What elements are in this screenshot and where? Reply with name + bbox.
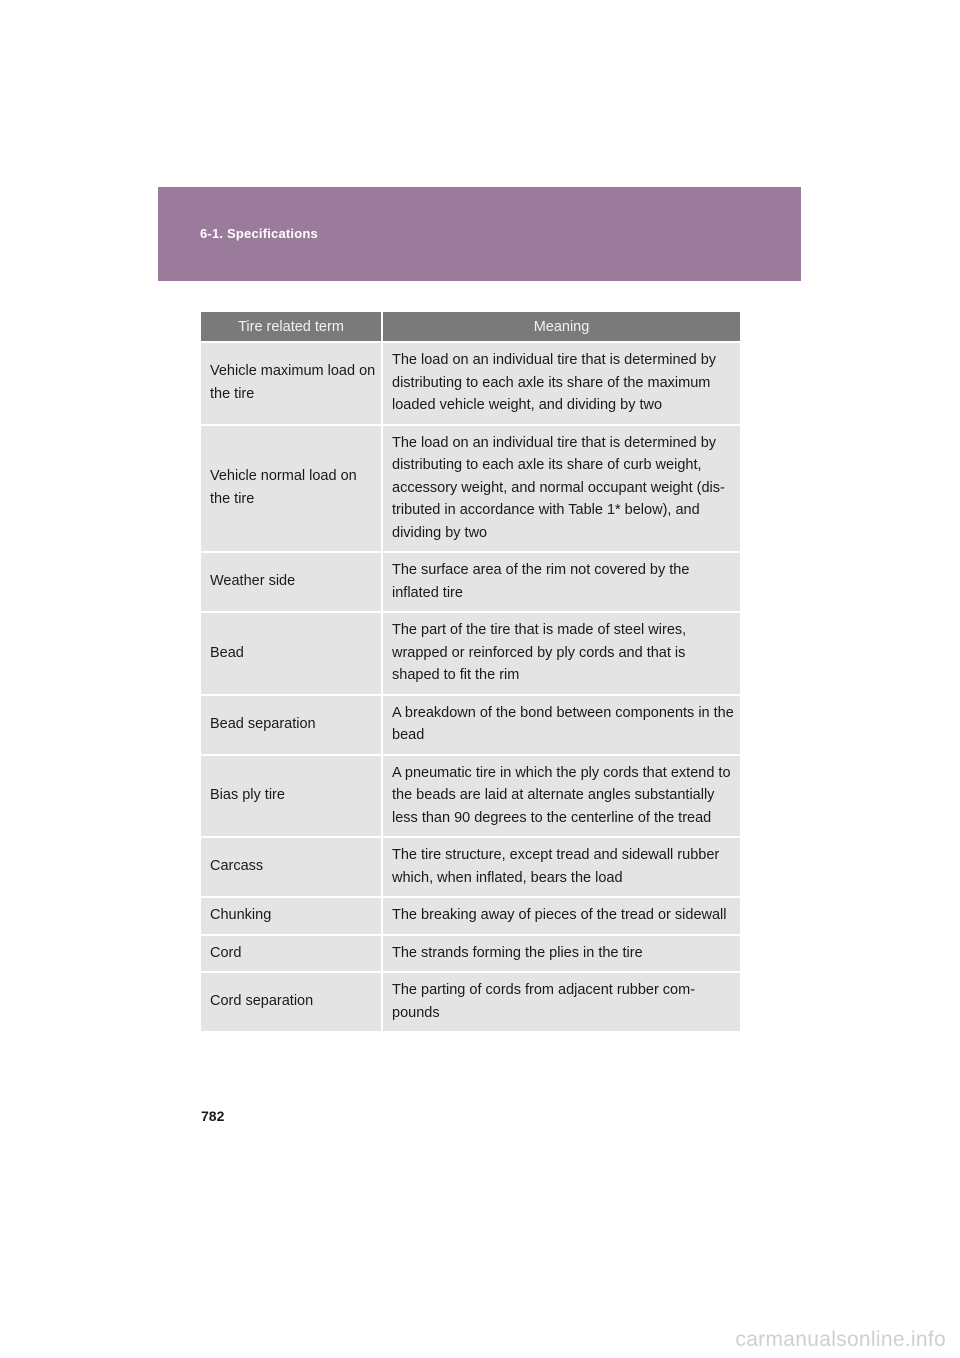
- table-row: [201, 836, 740, 896]
- table-row: [201, 754, 740, 837]
- meaning-cell: The breaking away of pieces of the tread or sidewall: [383, 896, 740, 934]
- term-cell: Cord: [201, 934, 383, 972]
- page-number: 782: [201, 1108, 225, 1124]
- meaning-cell: The load on an individual tire that is determined by distributing to each axle its share of curb weight, accessory weight, and normal occupant weight (dis-tributed in accordance with Table 1* below), and dividing by two: [383, 424, 740, 552]
- term-cell: Cord separation: [201, 971, 383, 1031]
- term-cell: Bead separation: [201, 694, 383, 754]
- meaning-cell: The strands forming the plies in the tire: [383, 934, 740, 972]
- meaning-cell: The tire structure, except tread and sidewall rubber which, when inflated, bears the load: [383, 836, 740, 896]
- meaning-cell: A breakdown of the bond between components in the bead: [383, 694, 740, 754]
- table-row: [201, 611, 740, 694]
- term-cell: Bead: [201, 611, 383, 694]
- term-cell: Weather side: [201, 551, 383, 611]
- term-cell: Vehicle normal load on the tire: [201, 424, 383, 552]
- meaning-cell: The parting of cords from adjacent rubber com-pounds: [383, 971, 740, 1031]
- table-row: [201, 896, 740, 934]
- term-cell: Bias ply tire: [201, 754, 383, 837]
- section-header-band: [158, 187, 801, 281]
- table-row: [201, 694, 740, 754]
- watermark: carmanualsonline.info: [735, 1328, 946, 1351]
- column-header-term: Tire related term: [201, 312, 383, 341]
- section-title: 6-1. Specifications: [200, 226, 318, 241]
- table-row: [201, 424, 740, 552]
- column-header-meaning: Meaning: [383, 312, 740, 341]
- term-cell: Chunking: [201, 896, 383, 934]
- table-header-row: [201, 312, 740, 341]
- meaning-cell: The load on an individual tire that is determined by distributing to each axle its share of the maximum loaded vehicle weight, and dividing by two: [383, 341, 740, 424]
- meaning-cell: The surface area of the rim not covered by the inflated tire: [383, 551, 740, 611]
- table-row: [201, 341, 740, 424]
- table-row: [201, 934, 740, 972]
- table-row: [201, 551, 740, 611]
- table-row: [201, 971, 740, 1031]
- term-cell: Carcass: [201, 836, 383, 896]
- term-cell: Vehicle maximum load on the tire: [201, 341, 383, 424]
- meaning-cell: A pneumatic tire in which the ply cords that extend to the beads are laid at alternate angles substantially less than 90 degrees to the centerline of the tread: [383, 754, 740, 837]
- meaning-cell: The part of the tire that is made of steel wires, wrapped or reinforced by ply cords and that is shaped to fit the rim: [383, 611, 740, 694]
- tire-terms-table: [201, 312, 740, 1031]
